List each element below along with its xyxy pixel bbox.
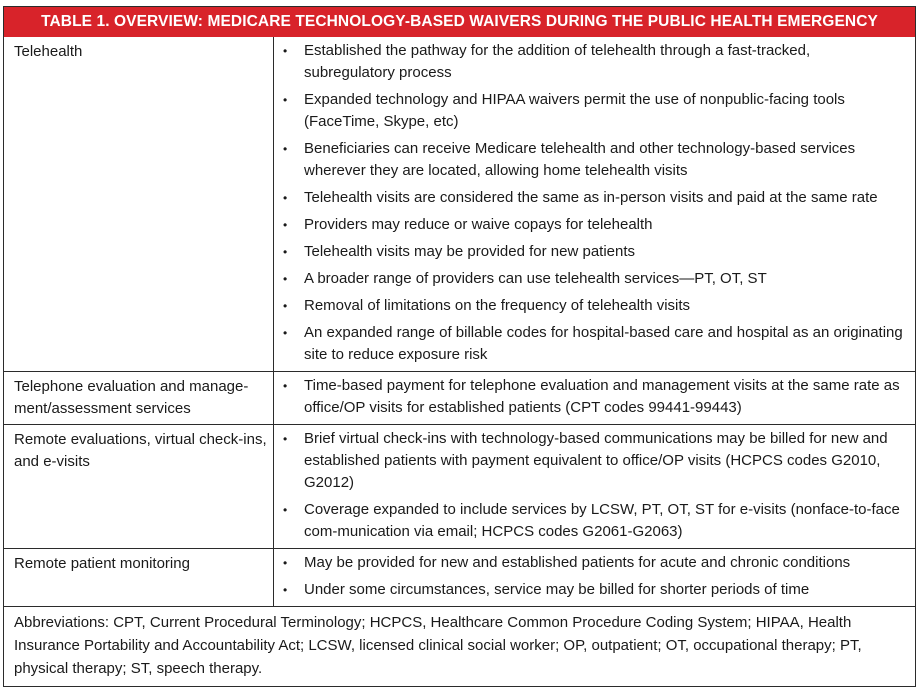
bullet-icon: • (283, 299, 288, 313)
item-text: Expanded technology and HIPAA waivers permit the use of nonpublic-facing tools (FaceTime, Skype, etc) (304, 91, 845, 130)
list-item (274, 214, 915, 236)
list-item (274, 552, 915, 574)
list-item (274, 187, 915, 209)
list-item (274, 579, 915, 601)
bullet-icon: • (283, 503, 288, 517)
list-item (274, 89, 915, 133)
bullet-icon: • (283, 326, 288, 340)
item-list (274, 372, 915, 424)
list-item (274, 138, 915, 182)
bullet-icon: • (283, 556, 288, 570)
item-text: An expanded range of billable codes for hospital-based care and hospital as an originating site to reduce exposure risk (304, 324, 903, 363)
item-text: May be provided for new and established patients for acute and chronic conditions (304, 554, 851, 571)
bullet-icon: • (283, 142, 288, 156)
list-item (274, 268, 915, 290)
item-text: Under some circumstances, service may be billed for shorter periods of time (304, 581, 810, 598)
list-item (274, 322, 915, 366)
bullet-icon: • (283, 272, 288, 286)
item-text: Telehealth visits may be provided for new patients (304, 243, 636, 260)
table-row-telehealth (4, 37, 915, 371)
bullet-icon: • (283, 93, 288, 107)
category-cell: Remote evaluations, virtual check-ins, and e-visits (4, 425, 274, 548)
list-item (274, 241, 915, 263)
bullet-icon: • (283, 191, 288, 205)
table-row-remote-monitoring (4, 548, 915, 606)
item-text: Beneficiaries can receive Medicare telehealth and other technology-based services wherever they are located, allowing home telehealth visits (304, 140, 856, 179)
category-cell: Telephone evaluation and manage-ment/assessment services (4, 372, 274, 424)
item-text: Coverage expanded to include services by LCSW, PT, OT, ST for e-visits (nonface-to-face com-munication via email; HCPCS codes G2061-G2063) (304, 501, 900, 540)
item-text: Time-based payment for telephone evaluation and management visits at the same rate as office/OP visits for established patients (CPT codes 99441-99443) (304, 377, 900, 416)
list-item (274, 295, 915, 317)
bullet-icon: • (283, 432, 288, 446)
list-item (274, 375, 915, 419)
table-row-remote-evaluations (4, 424, 915, 548)
item-text: Brief virtual check-ins with technology-based communications may be billed for new and established patients with payment equivalent to office/OP visits (HCPCS codes G2010, G2012) (304, 430, 888, 491)
bullet-icon: • (283, 218, 288, 232)
table-row-telephone-evaluation (4, 371, 915, 424)
bullet-icon: • (283, 44, 288, 58)
category-cell: Telehealth (4, 37, 274, 371)
item-text: Providers may reduce or waive copays for telehealth (304, 216, 653, 233)
item-list (274, 37, 915, 371)
category-cell: Remote patient monitoring (4, 549, 274, 606)
item-text: Telehealth visits are considered the same as in-person visits and paid at the same rate (304, 189, 878, 206)
list-item (274, 428, 915, 494)
bullet-icon: • (283, 583, 288, 597)
abbreviations-footnote: Abbreviations: CPT, Current Procedural Terminology; HCPCS, Healthcare Common Procedure Coding System; HIPAA, Health Insurance Portability and Accountability Act; LCSW, licensed clinical social worker; OP, outpatient; OT, occupational therapy; PT, physical therapy; ST, speech therapy. (4, 606, 915, 686)
bullet-icon: • (283, 245, 288, 259)
item-text: Established the pathway for the addition of telehealth through a fast-tracked, subregulatory process (304, 42, 811, 81)
list-item (274, 40, 915, 84)
item-list (274, 425, 915, 548)
item-list (274, 549, 915, 606)
table-title: TABLE 1. OVERVIEW: MEDICARE TECHNOLOGY-BASED WAIVERS DURING THE PUBLIC HEALTH EMERGENCY (4, 7, 915, 37)
list-item (274, 499, 915, 543)
overview-table (3, 6, 916, 687)
bullet-icon: • (283, 379, 288, 393)
item-text: Removal of limitations on the frequency of telehealth visits (304, 297, 691, 314)
item-text: A broader range of providers can use telehealth services—PT, OT, ST (304, 270, 767, 287)
